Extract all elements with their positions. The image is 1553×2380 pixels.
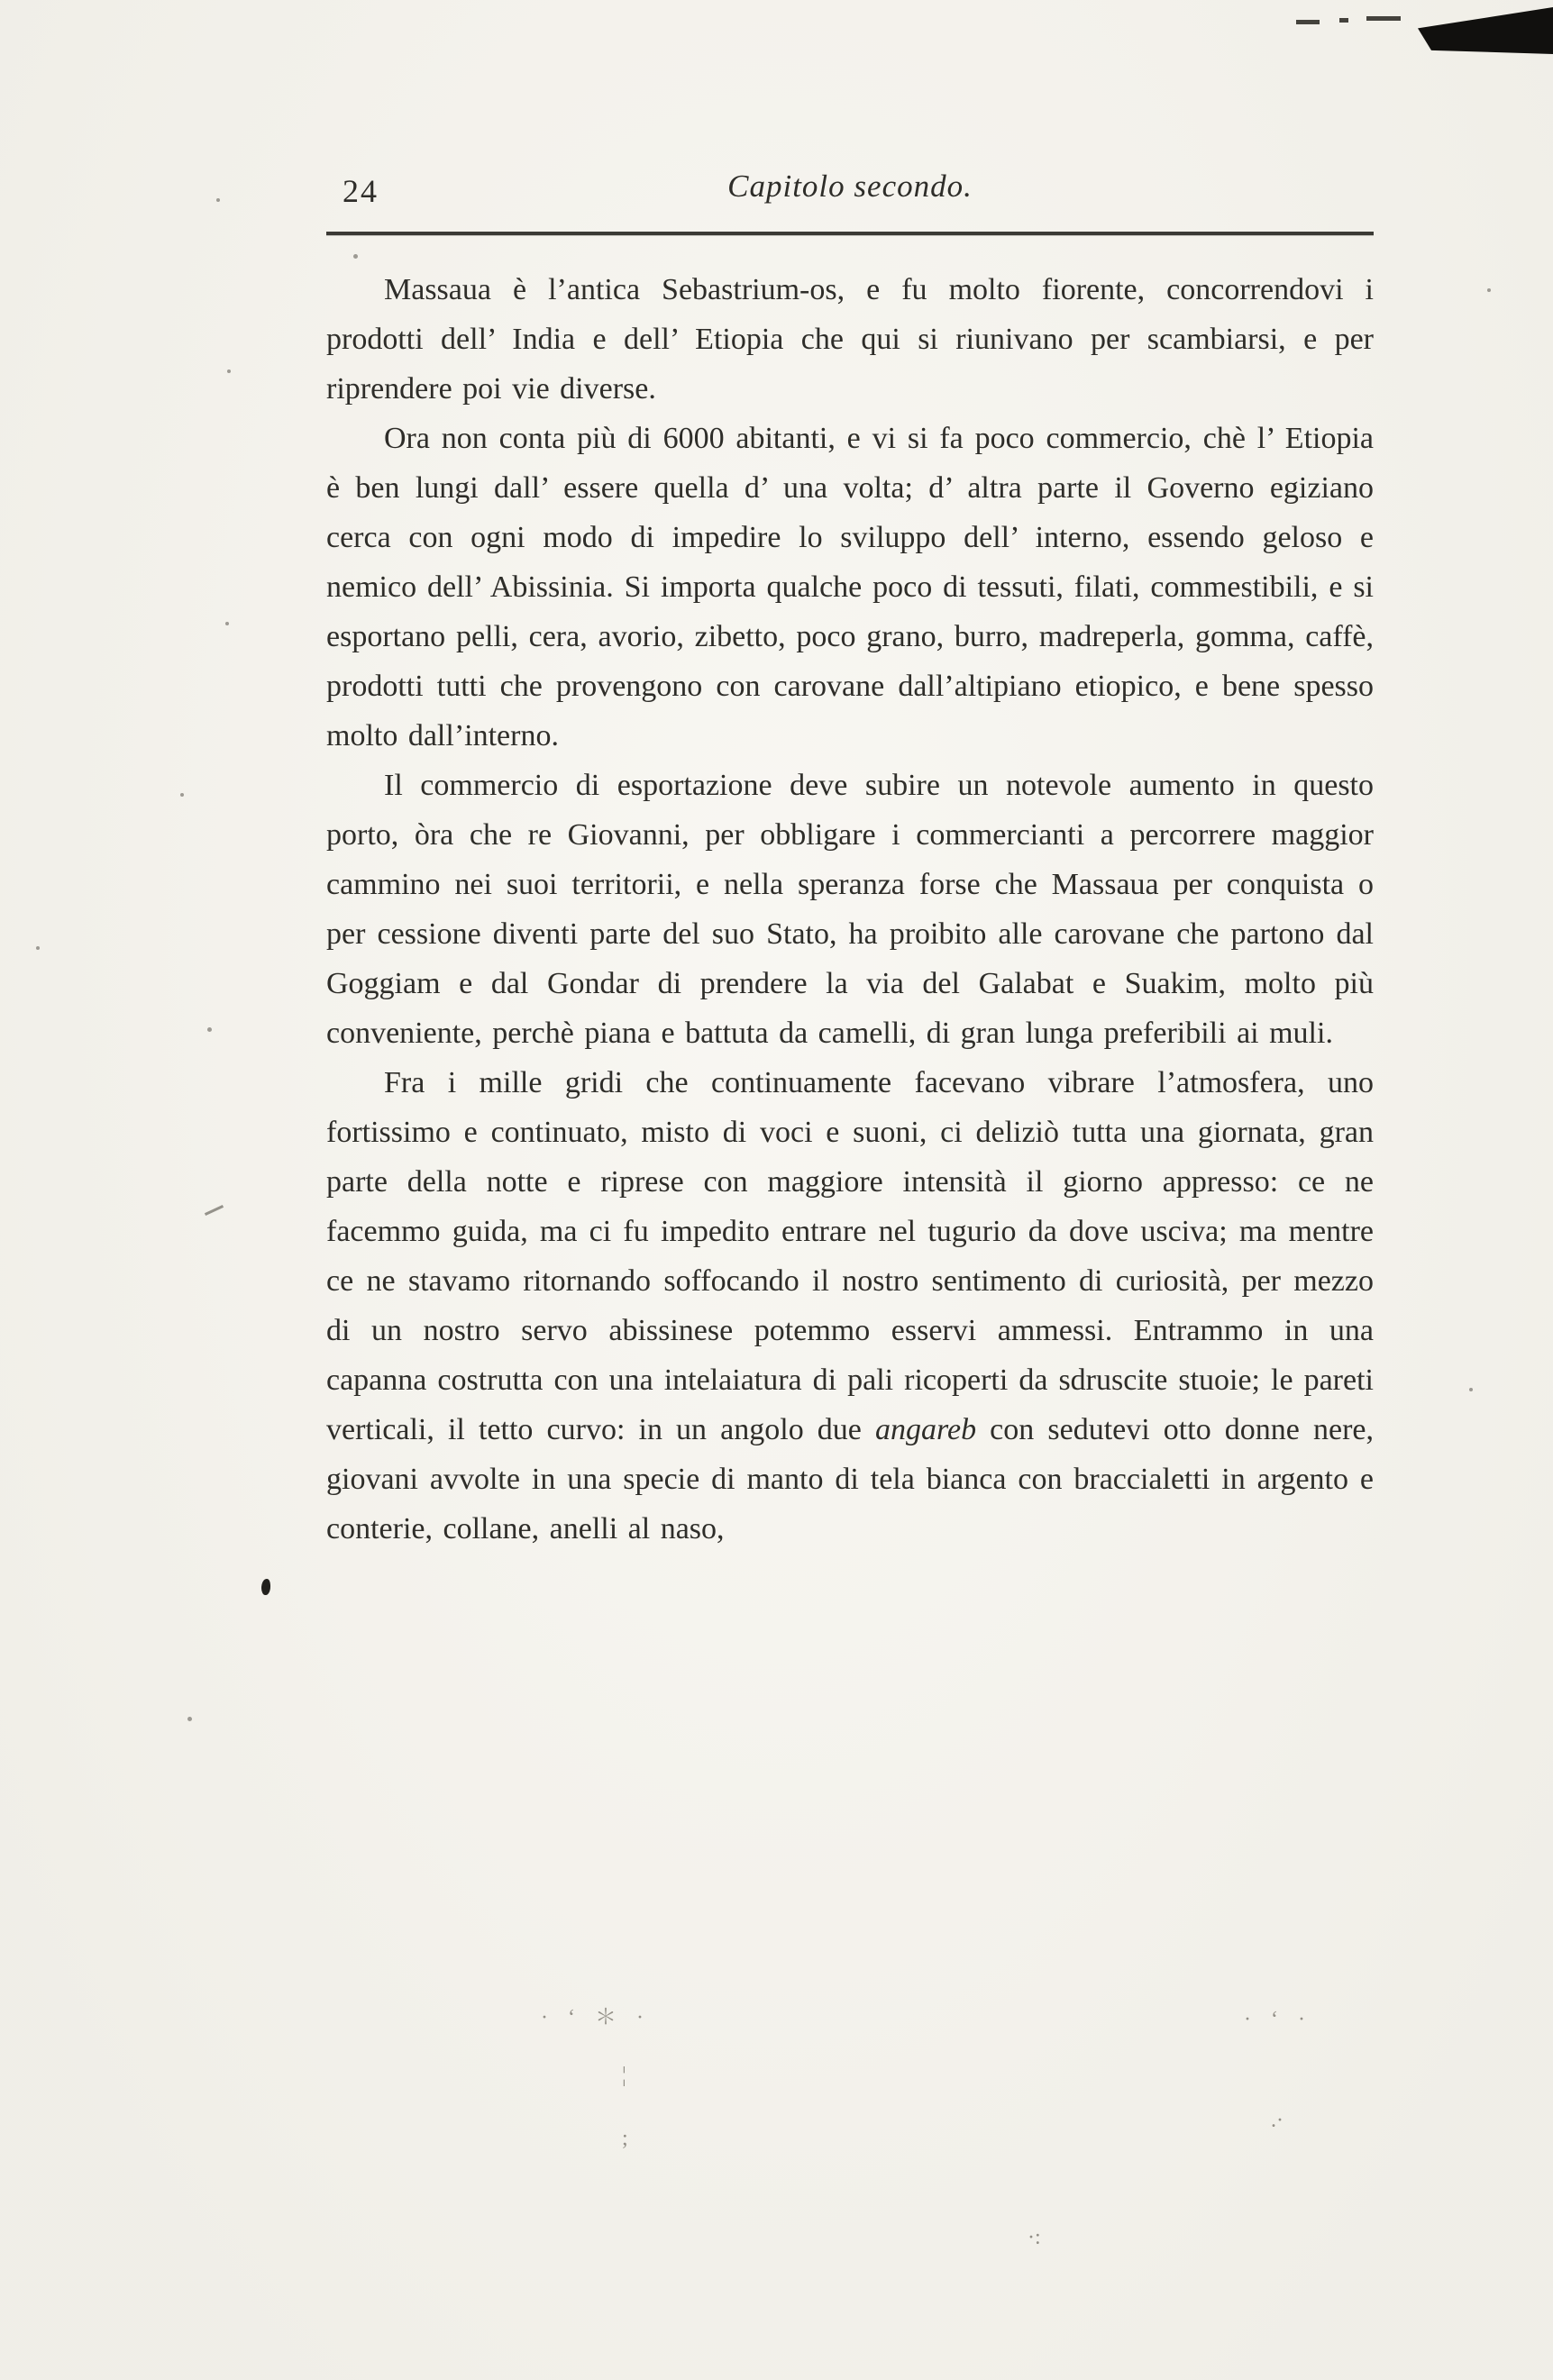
header-rule <box>326 232 1374 235</box>
scan-smudge: ·: <box>1028 2226 1041 2249</box>
running-header <box>326 167 1374 219</box>
scan-smudge: · ‘ ＊ · <box>541 2006 651 2029</box>
body-text: Ora non conta più di 6000 abitanti, e vi si fa poco commercio, chè l’ Etiopia è ben lungi dall’ essere quella d’ una volta; d’ altra parte il Governo egiziano cerca con ogni modo di impedire lo sviluppo dell’ interno, essendo geloso e nemico dell’ Abissinia. Si importa qualche poco di tessuti, filati, commestibili, e si esportano pelli, cera, avorio, zibetto, poco grano, burro, madreperla, gomma, caffè, prodotti tutti che provengono con carovane dall’altipiano etiopico, e bene spesso molto dall’interno. <box>326 422 1374 752</box>
text-block <box>326 265 1374 1554</box>
scan-speck <box>1487 288 1491 292</box>
scan-speck <box>187 1717 192 1721</box>
italic-text: angareb <box>875 1413 977 1446</box>
scan-artifact-dash <box>1296 20 1320 24</box>
scan-speck <box>36 946 40 950</box>
scan-speck <box>225 622 229 625</box>
scan-artifact-dash <box>1339 18 1348 23</box>
scan-scratch <box>205 1205 224 1216</box>
body-text: Fra i mille gridi che continuamente facevano vibrare l’atmosfera, uno fortissimo e continuato, misto di voci e suoni, ci deliziò tutta una giornata, gran parte della notte e riprese con maggiore intensità il giorno appresso: ce ne facemmo guida, ma ci fu impedito entrare nel tugurio da dove usciva; ma mentre ce ne stavamo ritornando soffocando il nostro sentimento di curiosità, per mezzo di un nostro servo abissinese potemmo esservi ammessi. Entrammo in una capanna costrutta con una intelaiatura di pali ricoperti da sdruscite stuoie; le pareti verticali, il tetto curvo: in un angolo due <box>326 1066 1374 1446</box>
scan-smudge: ; <box>622 2127 628 2150</box>
scan-blob <box>261 1579 270 1595</box>
scan-speck <box>207 1027 212 1032</box>
paragraph <box>326 1058 1374 1554</box>
scan-speck <box>227 369 231 373</box>
scan-speck <box>1469 1388 1473 1391</box>
paragraph <box>326 414 1374 761</box>
paragraph <box>326 265 1374 414</box>
scan-artifact-dash <box>1366 16 1401 21</box>
body-text: Massaua è l’antica Sebastrium-os, e fu molto fiorente, concorrendovi i prodotti dell’ India e dell’ Etiopia che qui si riunivano per scambiarsi, e per riprendere poi vie diverse. <box>326 273 1374 406</box>
paragraph <box>326 761 1374 1058</box>
page-number: 24 <box>343 173 379 209</box>
scan-speck <box>216 198 220 202</box>
body-text: Il commercio di esportazione deve subire un notevole aumento in questo porto, òra che re Giovanni, per obbligare i commercianti a percorrere maggior cammino nei suoi territorii, e nella speranza forse che Massaua per conquista o per cessione diventi parte del suo Stato, ha proibito alle carovane che partono dal Goggiam e dal Gondar di prendere la via del Galabat e Suakim, molto più conveniente, perchè piana e battuta da camelli, di gran lunga preferibili ai muli. <box>326 769 1374 1050</box>
scan-smudge: ¦ <box>622 2064 626 2087</box>
body-text: con sedutevi otto donne nere, giovani avvolte in una specie di manto di tela bianca con braccialetti in argento e conterie, collane, anelli al naso, <box>326 1413 1375 1546</box>
chapter-title: Capitolo secondo. <box>727 169 973 204</box>
scan-speck <box>180 793 184 797</box>
text-column <box>326 167 1374 1554</box>
scan-smudge: .· <box>1271 2109 1284 2132</box>
scan-artifact-corner <box>1418 7 1553 54</box>
scan-smudge: · ‘ · <box>1244 2008 1312 2031</box>
